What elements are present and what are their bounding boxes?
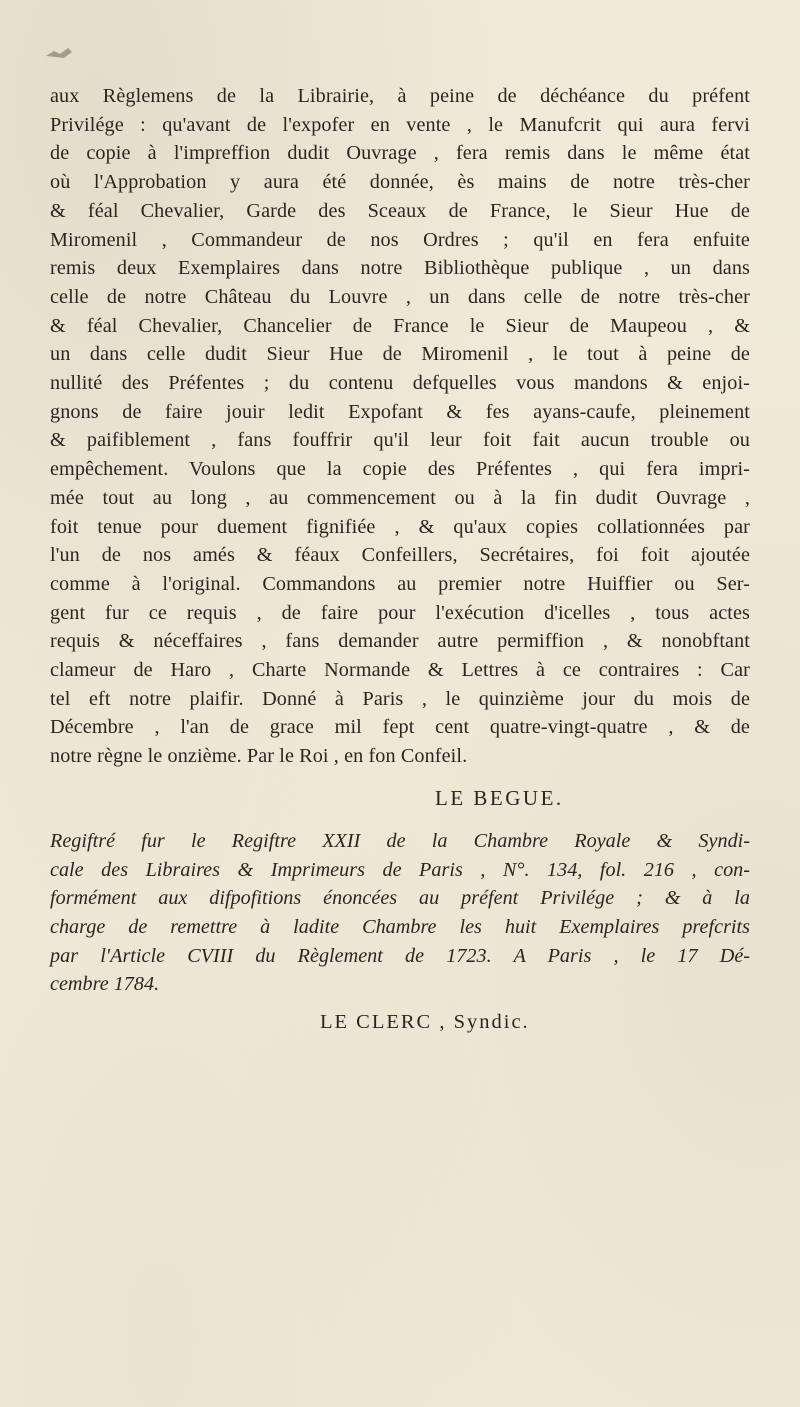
text-line: celle de notre Château du Louvre , un dans celle de notre très-cher: [50, 285, 750, 308]
text-line: un dans celle dudit Sieur Hue de Miromenil , le tout à peine de: [50, 343, 750, 366]
registration-line: charge de remettre à ladite Chambre les huit Exemplaires prefcrits: [50, 915, 750, 938]
text-line: l'un de nos amés & féaux Confeillers, Secrétaires, foi foit ajoutée: [50, 544, 750, 567]
registration-note: [50, 827, 750, 999]
text-line: comme à l'original. Commandons au premier notre Huiffier ou Ser-: [50, 572, 750, 595]
text-line: tel eft notre plaifir. Donné à Paris , le quinzième jour du mois de: [50, 687, 750, 710]
registration-line: cembre 1784.: [50, 973, 160, 996]
registration-line: formément aux difpofitions énoncées au préfent Privilége ; & à la: [50, 887, 750, 910]
text-line: nullité des Préfentes ; du contenu defquelles vous mandons & enjoi-: [50, 372, 750, 395]
text-line: requis & néceffaires , fans demander autre permiffion , & nonobftant: [50, 630, 750, 653]
privilege-body-text: [50, 82, 750, 771]
text-line: Privilége : qu'avant de l'expofer en vente , le Manufcrit qui aura fervi: [50, 113, 750, 136]
text-line: mée tout au long , au commencement ou à la fin dudit Ouvrage ,: [50, 486, 750, 509]
text-line: gent fur ce requis , de faire pour l'exécution d'icelles , tous actes: [50, 601, 750, 624]
text-line: notre règne le onzième. Par le Roi , en fon Confeil.: [50, 745, 468, 768]
signature-le-clerc-syndic: LE CLERC , Syndic.: [320, 1011, 530, 1034]
text-line: de copie à l'impreffion dudit Ouvrage , fera remis dans le même état: [50, 142, 750, 165]
ink-smudge-mark: [42, 42, 76, 64]
text-line: & paifiblement , fans fouffrir qu'il leur foit fait aucun trouble ou: [50, 429, 750, 452]
text-line: Miromenil , Commandeur de nos Ordres ; qu'il en fera enfuite: [50, 228, 750, 251]
text-line: foit tenue pour duement fignifiée , & qu'aux copies collationnées par: [50, 515, 750, 538]
text-line: & féal Chevalier, Chancelier de France le Sieur de Maupeou , &: [50, 314, 750, 337]
text-line: clameur de Haro , Charte Normande & Lettres à ce contraires : Car: [50, 659, 750, 682]
registration-line: par l'Article CVIII du Règlement de 1723. A Paris , le 17 Dé-: [50, 944, 750, 967]
registration-line: cale des Libraires & Imprimeurs de Paris , N°. 134, fol. 216 , con-: [50, 858, 750, 881]
text-line: remis deux Exemplaires dans notre Bibliothèque publique , un dans: [50, 257, 750, 280]
text-line: gnons de faire jouir ledit Expofant & fes ayans-caufe, pleinement: [50, 400, 750, 423]
text-line: où l'Approbation y aura été donnée, ès mains de notre très-cher: [50, 171, 750, 194]
text-line: & féal Chevalier, Garde des Sceaux de France, le Sieur Hue de: [50, 199, 750, 222]
text-line: Décembre , l'an de grace mil fept cent quatre-vingt-quatre , & de: [50, 716, 750, 739]
text-line: aux Règlemens de la Librairie, à peine de déchéance du préfent: [50, 85, 750, 107]
text-line: empêchement. Voulons que la copie des Préfentes , qui fera impri-: [50, 458, 750, 481]
registration-line: Regiftré fur le Regiftre XXII de la Chambre Royale & Syndi-: [50, 829, 750, 852]
signature-le-begue: LE BEGUE.: [435, 785, 564, 810]
text-block: [50, 82, 750, 1039]
